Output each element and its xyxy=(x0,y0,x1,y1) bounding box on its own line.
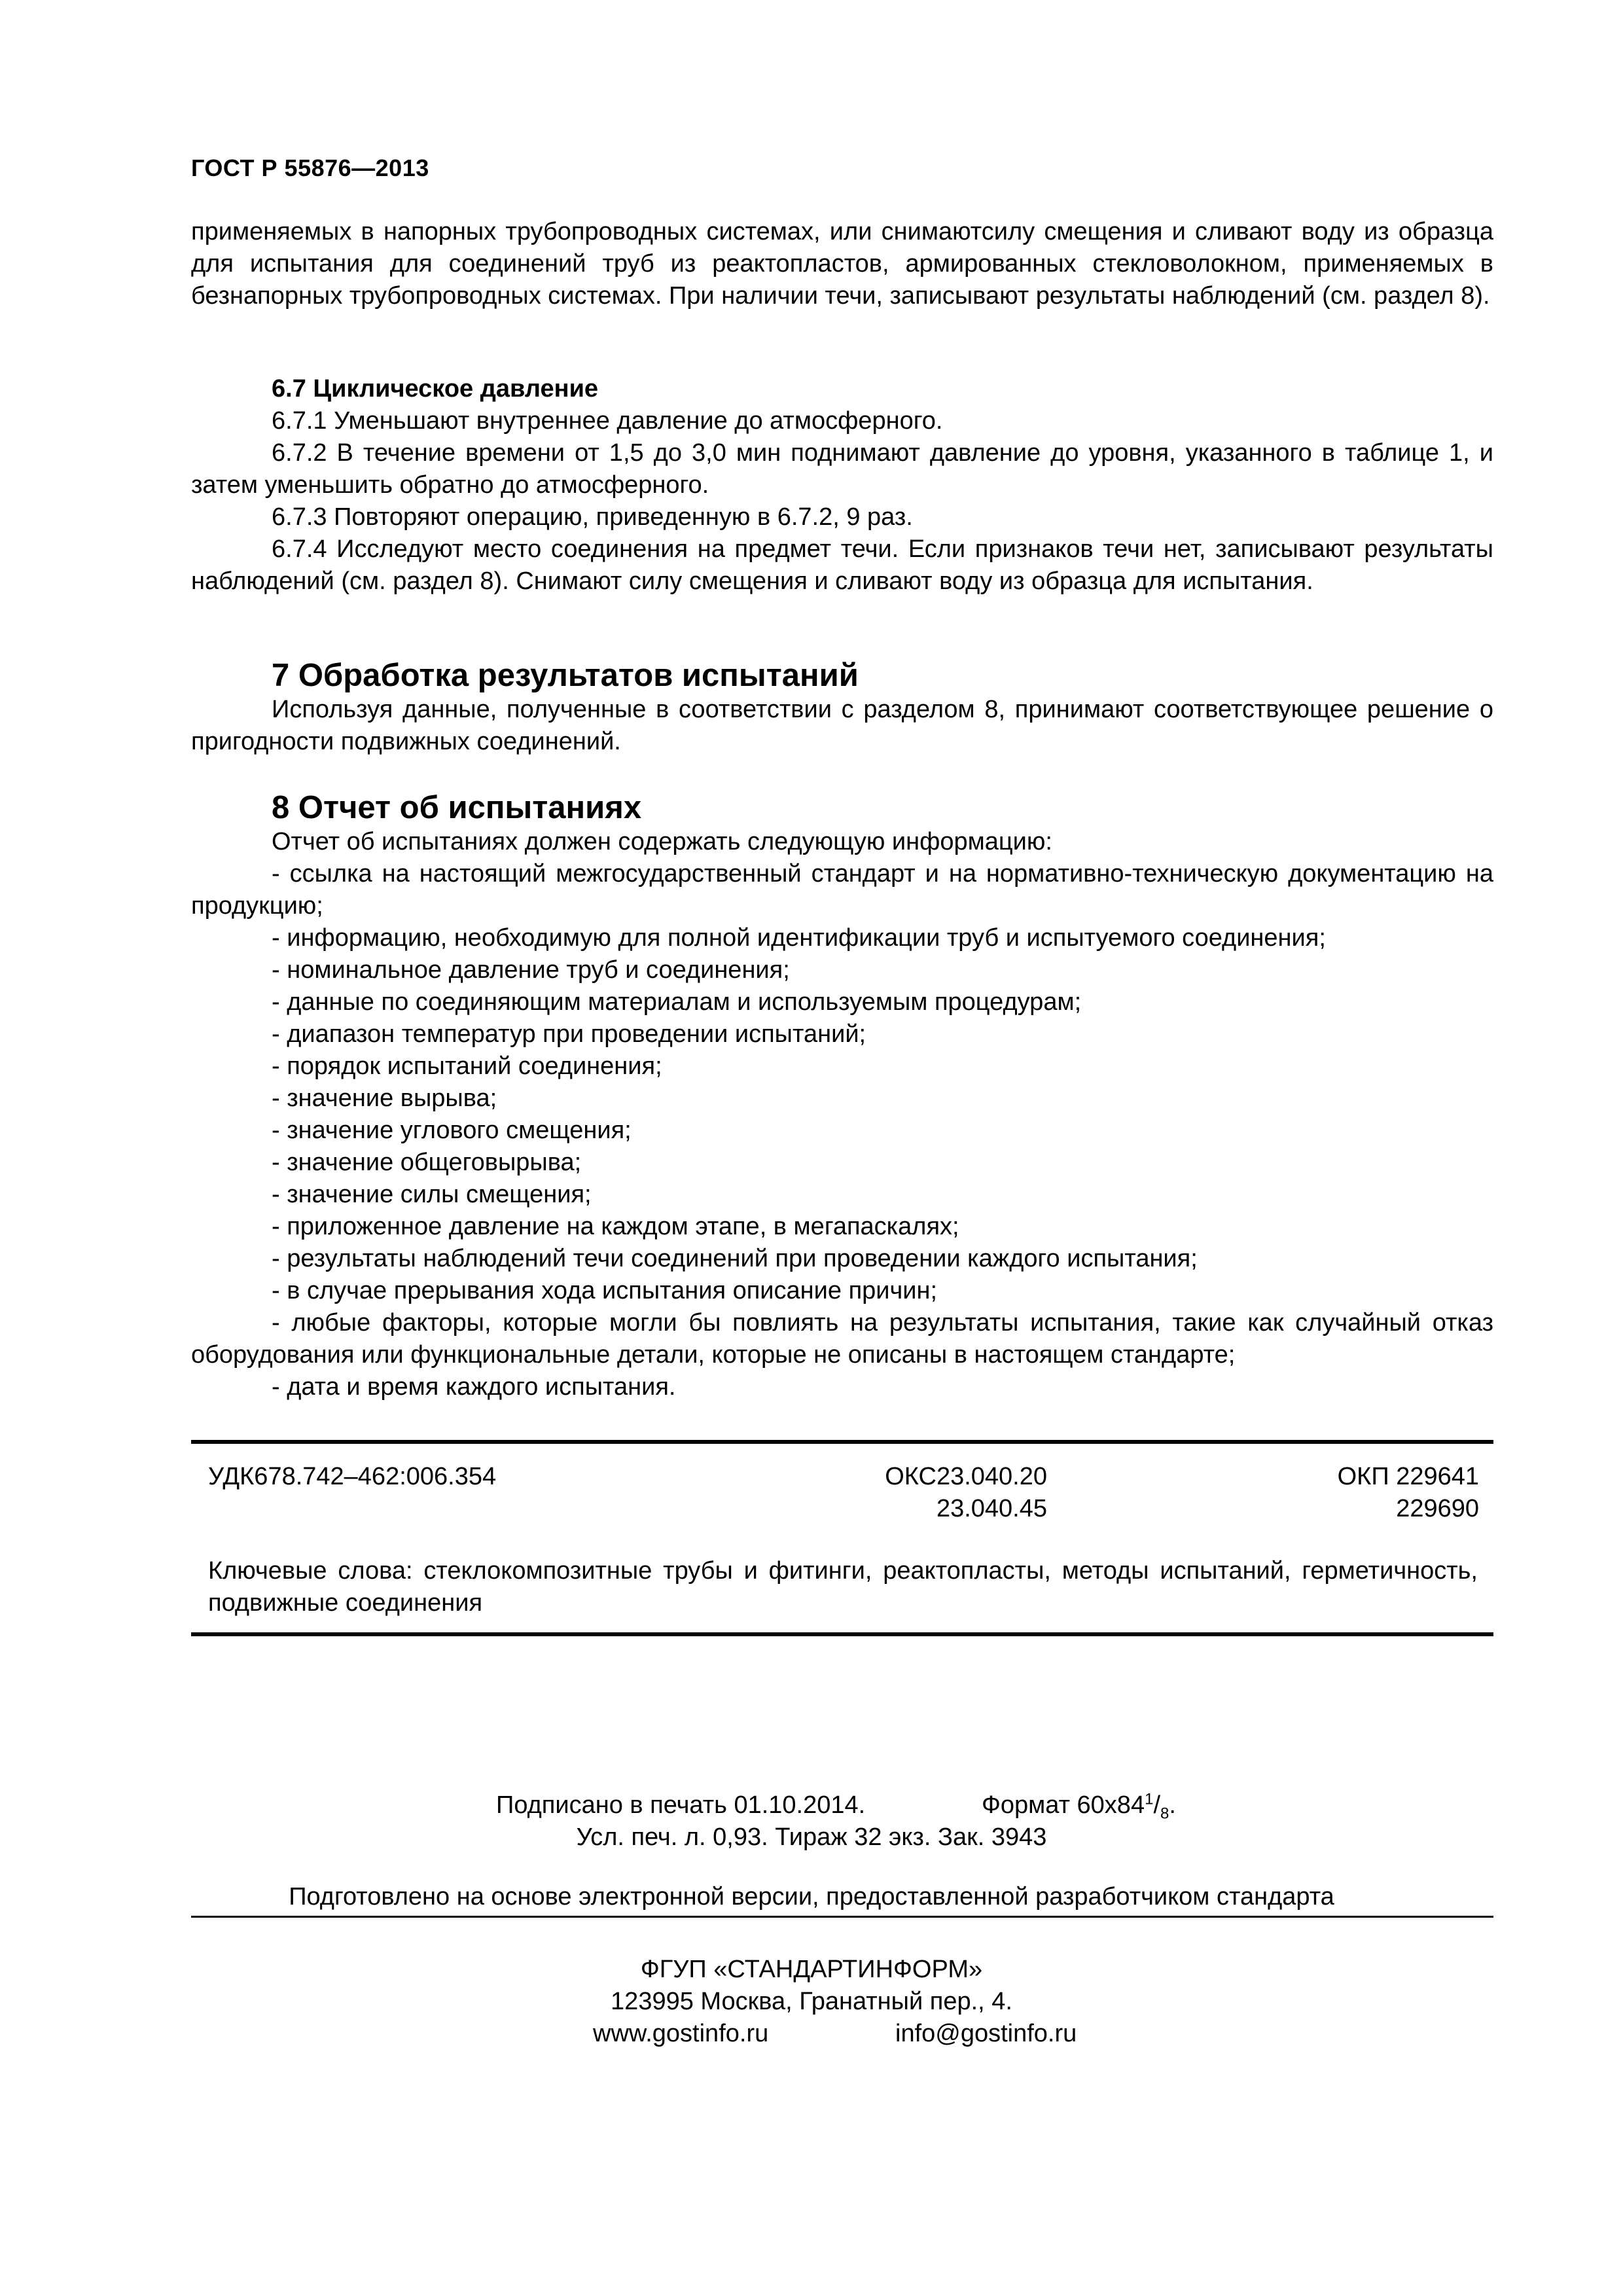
okp-codes xyxy=(1338,1461,1479,1525)
biblio-top-rule xyxy=(191,1440,1493,1444)
section-6-7-title: 6.7 Циклическое давление xyxy=(272,375,599,403)
format-numerator: 1 xyxy=(1145,1790,1154,1808)
format-end: . xyxy=(1169,1791,1176,1819)
prepared-note: Подготовлено на основе электронной версии, предоставленной разработчиком стандарта xyxy=(289,1883,1334,1910)
biblio-bottom-rule xyxy=(191,1632,1493,1636)
section-7-title: 7 Обработка результатов испытаний xyxy=(272,658,859,693)
report-item: - ссылка на настоящий межгосударственный стандарт и на нормативно-техническую документацию на продукцию; xyxy=(191,860,1493,920)
udk-code xyxy=(208,1461,496,1493)
report-item: - значение углового смещения; xyxy=(272,1117,632,1144)
clause-6-7-2: 6.7.2 В течение времени от 1,5 до 3,0 мин поднимают давление до уровня, указанного в таблице 1, и затем уменьшить обратно до атмосферного. xyxy=(191,439,1493,499)
clause-6-7-3: 6.7.3 Повторяют операцию, приведенную в 6.7.2, 9 раз. xyxy=(272,503,913,531)
okp-value-1: ОКП 229641 xyxy=(1337,1463,1479,1490)
report-item: - порядок испытаний соединения; xyxy=(272,1052,662,1080)
report-item: - результаты наблюдений течи соединений при проведении каждого испытания; xyxy=(272,1245,1198,1272)
oks-value-2: 23.040.45 xyxy=(936,1495,1047,1522)
section-7 xyxy=(191,657,1493,758)
keywords-block xyxy=(208,1555,1478,1619)
format-denominator: 8 xyxy=(1160,1804,1169,1823)
oks-codes xyxy=(885,1461,1047,1525)
publisher-name: ФГУП «СТАНДАРТИНФОРМ» xyxy=(640,1956,983,1983)
udk-value: УДК678.742–462:006.354 xyxy=(208,1463,497,1490)
okp-value-2: 229690 xyxy=(1396,1495,1479,1522)
section-8-intro: Отчет об испытаниях должен содержать следующую информацию: xyxy=(272,828,1052,855)
publisher-address: 123995 Москва, Гранатный пер., 4. xyxy=(611,1988,1012,2015)
section-6-7 xyxy=(191,373,1493,598)
section-8 xyxy=(191,789,1493,1403)
section-7-paragraph: Используя данные, полученные в соответствии с разделом 8, принимают соответствующее решение о пригодности подвижных соединений. xyxy=(191,696,1493,755)
report-item: - любые факторы, которые могли бы повлиять на результаты испытания, такие как случайный отказ оборудования или функциональные детали, которые не описаны в настоящем стандарте; xyxy=(191,1309,1493,1369)
report-item: - в случае прерывания хода испытания описание причин; xyxy=(272,1277,938,1304)
report-item: - номинальное давление труб и соединения; xyxy=(272,956,790,984)
section-8-title: 8 Отчет об испытаниях xyxy=(272,790,642,825)
keywords: Ключевые слова: стеклокомпозитные трубы и фитинги, реактопласты, методы испытаний, герметичность, подвижные соединения xyxy=(208,1557,1478,1617)
format-label: Формат 60x84 xyxy=(982,1791,1145,1819)
report-item: - приложенное давление на каждом этапе, в мегапаскалях; xyxy=(272,1213,959,1240)
document-header: ГОСТ Р 55876—2013 xyxy=(191,154,429,181)
website-link[interactable]: www.gostinfo.ru xyxy=(593,2020,769,2047)
report-item: - значение общеговырыва; xyxy=(272,1149,582,1176)
oks-value-1: ОКС23.040.20 xyxy=(885,1463,1047,1490)
email-link[interactable]: info@gostinfo.ru xyxy=(895,2020,1077,2047)
clause-6-7-4: 6.7.4 Исследуют место соединения на предмет течи. Если признаков течи нет, записывают результаты наблюдений (см. раздел 8). Снимают силу смещения и сливают воду из образца для испытания. xyxy=(191,535,1493,595)
report-item: - информацию, необходимую для полной идентификации труб и испытуемого соединения; xyxy=(272,924,1326,952)
signed-to-print: Подписано в печать 01.10.2014. xyxy=(496,1791,866,1819)
report-item: - значение вырыва; xyxy=(272,1085,497,1112)
intro-block xyxy=(191,216,1493,312)
report-item: - диапазон температур при проведении испытаний; xyxy=(272,1020,866,1048)
report-item: - дата и время каждого испытания. xyxy=(272,1373,676,1401)
print-details: Усл. печ. л. 0,93. Тираж 32 экз. Зак. 3943 xyxy=(576,1823,1047,1851)
clause-6-7-1: 6.7.1 Уменьшают внутреннее давление до атмосферного. xyxy=(272,407,943,435)
report-item: - значение силы смещения; xyxy=(272,1181,592,1208)
imprint-rule xyxy=(191,1916,1493,1918)
report-item: - данные по соединяющим материалам и используемым процедурам; xyxy=(272,988,1082,1016)
print-format: Формат $60x84^1/_8$. xyxy=(982,1790,1176,1823)
intro-paragraph: применяемых в напорных трубопроводных системах, или снимаютсилу смещения и сливают воду из образца для испытания для соединений труб из реактопластов, армированных стекловолокном, применяемых в безнапорных трубопроводных системах. При наличии течи, записывают результаты наблюдений (см. раздел 8). xyxy=(191,218,1493,310)
